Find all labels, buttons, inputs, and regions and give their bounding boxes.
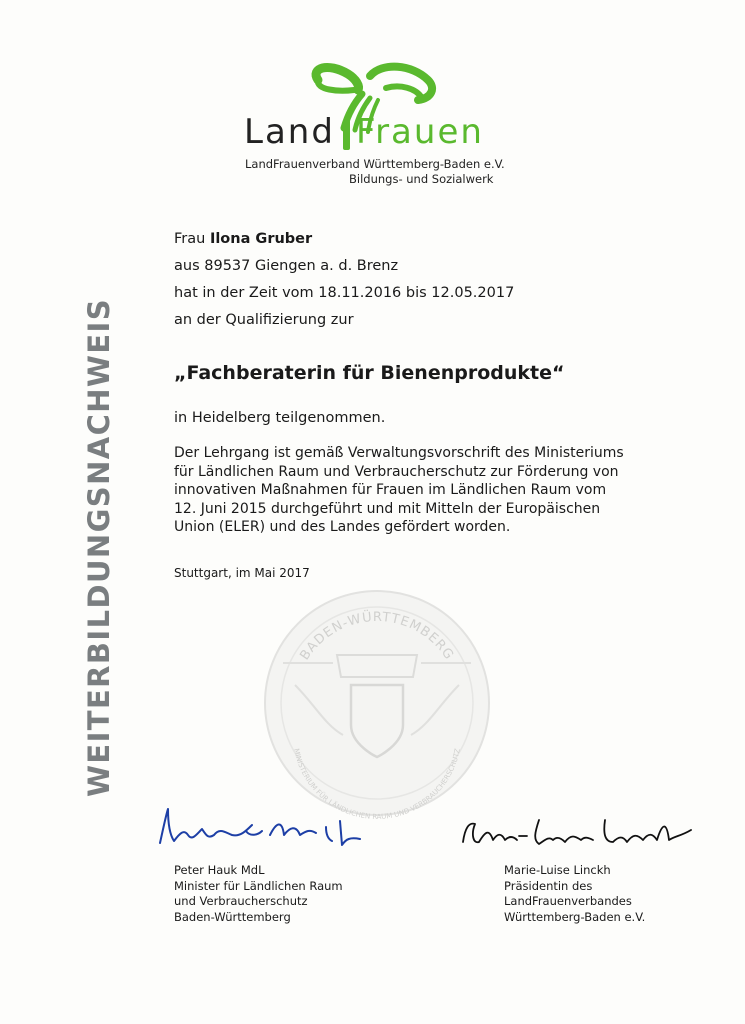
seal-bottom-text: MINISTERIUM FÜR LÄNDLICHEN RAUM UND VERBRAUCHERSCHUTZ	[292, 747, 462, 820]
signatory-hauk	[174, 863, 343, 925]
location-line: in Heidelberg teilgenommen.	[174, 410, 386, 426]
signatory-line: Marie-Luise Linckh	[504, 863, 611, 877]
funding-line: Der Lehrgang ist gemäß Verwaltungsvorschrift des Ministeriums	[174, 445, 624, 461]
logo-org-line1: LandFrauenverband Württemberg-Baden e.V.	[245, 157, 505, 171]
signature-hauk	[150, 805, 380, 860]
recipient-line	[174, 231, 312, 247]
logo-org-line2: Bildungs- und Sozialwerk	[349, 172, 494, 186]
embossed-seal-icon	[255, 585, 500, 820]
funding-line: innovativen Maßnahmen für Frauen im Ländlichen Raum vom	[174, 482, 607, 498]
salutation: Frau	[174, 231, 206, 247]
funding-line: Union (ELER) und des Landes gefördert worden.	[174, 519, 511, 535]
signatory-line: Württemberg-Baden e.V.	[504, 909, 646, 924]
signatory-line: Baden-Württemberg	[174, 909, 291, 924]
course-period: hat in der Zeit vom 18.11.2016 bis 12.05.2017	[174, 285, 515, 301]
qualification-title: „Fachberaterin für Bienenprodukte“	[174, 362, 565, 384]
place-date: Stuttgart, im Mai 2017	[174, 566, 310, 580]
recipient-name: Ilona Gruber	[209, 231, 313, 247]
signatory-line: Peter Hauk MdL	[174, 863, 265, 877]
signatory-line: LandFrauenverbandes	[504, 894, 632, 908]
signatory-line: und Verbraucherschutz	[174, 894, 308, 908]
qualification-intro: an der Qualifizierung zur	[174, 312, 354, 328]
recipient-origin: aus 89537 Giengen a. d. Brenz	[174, 258, 399, 274]
funding-line: für Ländlichen Raum und Verbraucherschutz zur Förderung von	[174, 463, 619, 480]
logo-word-frauen: Frauen	[356, 112, 484, 152]
signatory-line: Präsidentin des	[504, 878, 593, 893]
signature-linckh	[455, 810, 705, 860]
funding-line: 12. Juni 2015 durchgeführt und mit Mitteln der Europäischen	[174, 500, 601, 517]
funding-paragraph	[174, 444, 694, 537]
signatory-linckh	[504, 863, 645, 925]
logo-word-land: Land	[244, 112, 335, 152]
logo-divider	[343, 120, 350, 150]
seal-top-text: BADEN-WÜRTTEMBERG	[297, 609, 457, 664]
signatory-line: Minister für Ländlichen Raum	[174, 878, 343, 893]
side-title: WEITERBILDUNGSNACHWEIS	[82, 297, 116, 797]
